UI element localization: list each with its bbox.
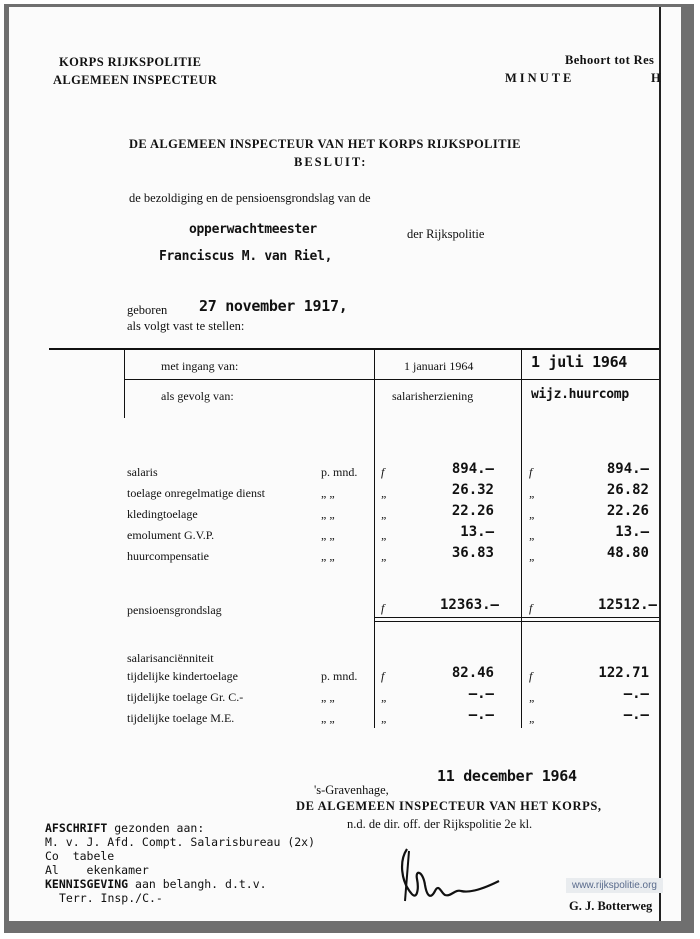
pension-rule-2 [374,621,659,622]
rows-c1-mark: „ [381,507,388,521]
distribution-list [45,821,315,905]
pension-c2-value: 12512.— [597,597,657,613]
distribution-line-2: Co tabele [45,849,115,863]
rows-label: emolument G.V.P. [127,528,215,542]
pension-c2-currency: f [529,601,533,615]
decree-title: DE ALGEMEEN INSPECTEUR VAN HET KORPS RIJKSPOLITIE [129,137,521,151]
rows2-c2-value: 122.71 [598,665,649,681]
col1-reason: salarisherziening [392,389,474,403]
notice-line: KENNISGEVING aan belangh. d.t.v. [45,877,267,891]
rows-unit: „ „ [321,528,335,542]
pension-c1-value: 12363.— [439,597,499,613]
closing-text: als volgt vast te stellen: [127,319,245,333]
table-col2-divider [521,348,522,728]
rows2-c2-mark: „ [529,711,536,725]
rank-suffix: der Rijkspolitie [407,227,485,241]
minute-label: MINUTE [505,71,575,85]
distribution-line-1: M. v. J. Afd. Compt. Salarisbureau (2x) [45,835,316,849]
rows-c2-value: 22.26 [606,503,649,519]
rows-c2-value: 13.— [615,524,649,540]
document-page [9,7,681,921]
rows2-c1-mark: „ [381,690,388,704]
born-label: geboren [127,303,168,317]
pension-c1-currency: f [381,601,385,615]
rows-label: salaris [127,465,158,479]
born-date: 27 november 1917, [199,297,348,315]
col1-date: 1 januari 1964 [404,359,474,373]
rows-c2-mark: „ [529,528,536,542]
table-col1-divider [374,348,375,728]
belongs-label: Behoort tot Res [565,53,655,67]
rows-c1-value: 26.32 [451,482,494,498]
rows-unit: „ „ [321,507,335,521]
reason-label: als gevolg van: [161,389,234,403]
handwritten-signature [395,841,505,911]
pension-rule-1 [374,617,659,618]
distribution-line-3: Al ekenkamer [45,863,149,877]
signer-office-sub: n.d. de dir. off. der Rijkspolitie 2e kl. [347,817,533,831]
rows2-c1-mark: „ [381,711,388,725]
signer-office: DE ALGEMEEN INSPECTEUR VAN HET KORPS, [296,799,602,813]
table-top-rule [49,348,659,350]
rows-c1-mark: „ [381,528,388,542]
minute-suffix: H [651,71,662,85]
rows2-c1-value: —.— [468,686,494,702]
effective-date-label: met ingang van: [161,359,239,373]
page-spine [659,7,661,921]
rows2-unit: p. mnd. [321,669,358,683]
rows-c2-mark: „ [529,549,536,563]
rows2-c2-mark: „ [529,690,536,704]
rows-c1-value: 22.26 [451,503,494,519]
rows-c2-mark: „ [529,486,536,500]
table-header-rule [124,379,659,380]
org-name: KORPS RIJKSPOLITIE [59,55,202,69]
pension-label: pensioensgrondslag [127,603,222,617]
rows2-unit: „ „ [321,690,335,704]
rows2-c2-value: —.— [623,686,649,702]
org-subtitle: ALGEMEEN INSPECTEUR [53,73,218,87]
seniority-label: salarisanciënniteit [127,651,214,665]
col2-date: 1 juli 1964 [531,353,628,371]
rows2-label: tijdelijke kindertoelage [127,669,238,683]
signing-date: 11 december 1964 [437,767,577,785]
rows-c1-value: 36.83 [451,545,494,561]
distribution-heading: AFSCHRIFT gezonden aan: [45,821,205,835]
place-label: 's-Gravenhage, [314,783,389,797]
distribution-last: Terr. Insp./C.- [59,891,163,905]
rows-c2-value: 894.— [606,461,649,477]
col2-reason: wijz.huurcomp [531,387,629,402]
rank-value: opperwachtmeester [189,222,317,237]
signer-name: G. J. Botterweg [569,899,653,913]
rows2-c2-value: —.— [623,707,649,723]
rows-c1-value: 13.— [460,524,494,540]
intro-text: de bezoldiging en de pensioensgrondslag van de [129,191,371,205]
rows-unit: „ „ [321,549,335,563]
site-watermark: www.rijkspolitie.org [566,878,663,893]
rows-c2-mark: f [529,465,533,479]
rows-c1-mark: „ [381,549,388,563]
person-name: Franciscus M. van Riel, [159,249,333,264]
table-left-tick [124,348,125,418]
rows2-label: tijdelijke toelage Gr. C.- [127,690,244,704]
rows-c2-value: 48.80 [606,545,649,561]
rows2-c2-mark: f [529,669,533,683]
rows-label: toelage onregelmatige dienst [127,486,265,500]
rows2-label: tijdelijke toelage M.E. [127,711,235,725]
rows2-unit: „ „ [321,711,335,725]
rows-c2-mark: „ [529,507,536,521]
rows-unit: p. mnd. [321,465,358,479]
decree-besluit: BESLUIT: [294,155,368,169]
rows-label: huurcompensatie [127,549,209,563]
rows2-c1-value: 82.46 [451,665,494,681]
rows2-c1-mark: f [381,669,385,683]
rows-c1-value: 894.— [451,461,494,477]
rows-unit: „ „ [321,486,335,500]
rows-c1-mark: „ [381,486,388,500]
rows-label: kledingtoelage [127,507,198,521]
rows-c2-value: 26.82 [606,482,649,498]
rows-c1-mark: f [381,465,385,479]
rows2-c1-value: —.— [468,707,494,723]
